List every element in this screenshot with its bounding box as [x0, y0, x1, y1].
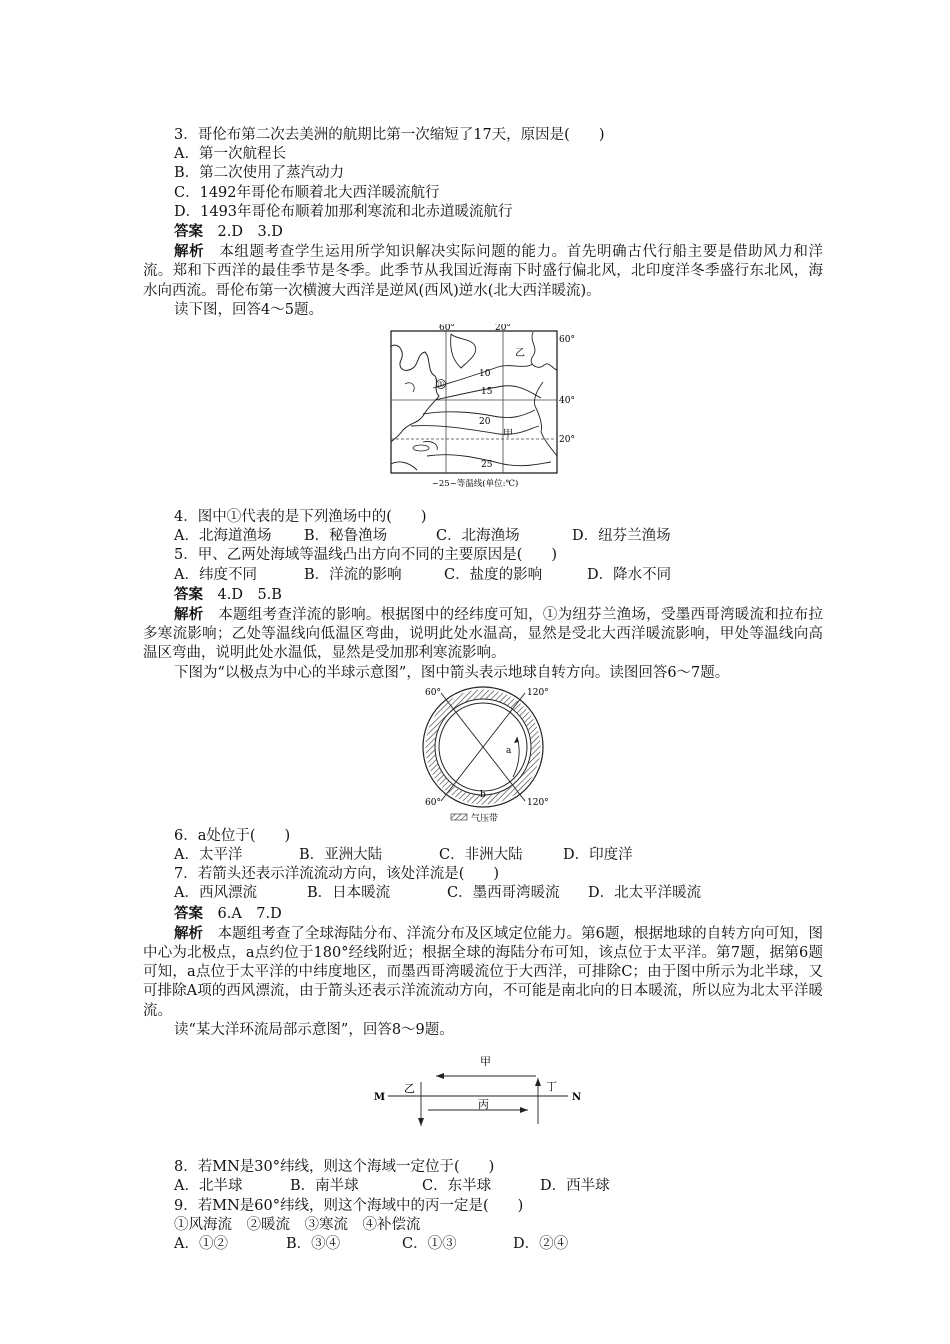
- answer-text: 2.D 3.D: [203, 224, 283, 241]
- label-60-bottom: 60°: [425, 797, 441, 808]
- isotherm-25-label: 25: [481, 460, 493, 471]
- q8-option-d: D．西半球: [540, 1178, 610, 1195]
- q9-option-c: C．①③: [402, 1235, 457, 1252]
- q9-option-b: B．③④: [286, 1235, 341, 1252]
- answer-text: 4.D 5.B: [203, 586, 282, 603]
- answer-label: 答案: [174, 585, 203, 603]
- q6-stem: 6．a处位于( ): [174, 827, 291, 844]
- point-b-label: b: [480, 789, 486, 800]
- current-jia-label: 甲: [480, 1055, 491, 1069]
- q3-option-a: A．第一次航程长: [174, 146, 286, 163]
- q8-stem: 8．若MN是30°纬线，则这个海域一定位于( ): [174, 1159, 495, 1176]
- current-bing-label: 丙: [478, 1098, 489, 1112]
- q7-option-d: D．北太平洋暖流: [588, 885, 702, 902]
- q3-option-d: D．1493年哥伦布顺着加那利寒流和北赤道暖流航行: [174, 203, 513, 220]
- circle-one-label: ①: [437, 380, 445, 390]
- q6-option-d: D．印度洋: [563, 847, 633, 864]
- q7-stem: 7．若箭头还表示洋流流动方向，该处洋流是( ): [174, 866, 500, 883]
- q4-stem: 4．图中①代表的是下列渔场中的( ): [174, 509, 427, 526]
- q8-option-a: A．北半球: [174, 1178, 243, 1195]
- answer-text: 6.A 7.D: [203, 905, 282, 922]
- q9-option-a: A．①②: [174, 1235, 228, 1252]
- q7-option-c: C．墨西哥湾暖流: [447, 885, 560, 902]
- q6-option-c: C．非洲大陆: [439, 847, 523, 864]
- explanation-6-7: [143, 924, 823, 1021]
- q4-options: [143, 527, 823, 546]
- label-60-top: 60°: [425, 687, 441, 698]
- document-page: [143, 126, 823, 1254]
- isotherm-map-figure: [383, 324, 583, 492]
- parallel-20-label: 20°: [559, 435, 575, 446]
- meridian-60-label: 60°: [439, 324, 455, 334]
- q5-option-b: B．洋流的影响: [304, 566, 402, 583]
- point-a-label: a: [506, 745, 512, 756]
- label-120-bottom: 120°: [527, 797, 549, 808]
- ocean-circulation-figure: [368, 1048, 598, 1138]
- read-instruction-4-5: 读下图，回答4～5题。: [174, 301, 323, 318]
- q7-options: [143, 884, 823, 903]
- explanation-text: 本题组考查了全球海陆分布、洋流分布及区域定位能力。第6题，根据地球的自转方向可知，图中心为北极点，a点约位于180°经线附近；根据全球的海陆分布可知，该点位于太平洋。第7题，据第6题可知，a点位于太平洋的中纬度地区，而墨西哥湾暖流位于大西洋，可排除C；由于图中所示为北半球，又可排除A项的西风漂流，由于箭头还表示洋流流动方向，不可能是南北向的日本暖流，所以应为北太平洋暖流。: [143, 925, 824, 1019]
- q5-option-a: A．纬度不同: [174, 566, 257, 583]
- place-yi-label: 乙: [515, 348, 525, 360]
- current-yi-label: 乙: [404, 1082, 415, 1096]
- q6-option-a: A．太平洋: [174, 847, 243, 864]
- q5-option-c: C．盐度的影响: [444, 566, 543, 583]
- q9-options: [143, 1235, 823, 1254]
- q3-option-b: B．第二次使用了蒸汽动力: [174, 165, 345, 182]
- ocean-circulation-diagram: [368, 1048, 598, 1138]
- explanation-text: 本题组考查洋流的影响。根据图中的经纬度可知，①为纽芬兰渔场，受墨西哥湾暖流和拉布拉多寒流影响；乙处等温线向低温区弯曲，说明此处水温高，显然是受北大西洋暖流影响，甲处等温线向高温区弯曲，说明此处水温低，显然是受加那利寒流影响。: [143, 607, 824, 662]
- map1-caption: ~25~等温线(单位:℃): [431, 479, 519, 490]
- answer-4-5: [143, 585, 823, 605]
- label-120-top: 120°: [527, 687, 549, 698]
- q4-option-b: B．秘鲁渔场: [304, 528, 388, 545]
- q8-options: [143, 1177, 823, 1196]
- isotherm-map: [383, 324, 583, 492]
- parallel-40-label: 40°: [559, 396, 575, 407]
- q9-stem: 9．若MN是60°纬线，则这个海域中的丙一定是( ): [174, 1197, 524, 1214]
- q9-option-d: D．②④: [513, 1235, 569, 1252]
- q3-option-c: C．1492年哥伦布顺着北大西洋暖流航行: [174, 184, 440, 201]
- q5-options: [143, 566, 823, 585]
- polar-hemisphere-figure: [403, 685, 563, 825]
- explanation-label: 解析: [174, 924, 204, 942]
- explanation-2-3: [143, 242, 823, 301]
- isotherm-20-label: 20: [479, 417, 491, 428]
- q9-items: ①风海流 ②暖流 ③寒流 ④补偿流: [174, 1216, 421, 1233]
- read-instruction-8-9: 读“某大洋环流局部示意图”，回答8～9题。: [174, 1021, 454, 1038]
- q4-option-d: D．纽芬兰渔场: [572, 528, 671, 545]
- current-ding-label: 丁: [546, 1080, 557, 1094]
- read-instruction-6-7: 下图为“以极点为中心的半球示意图”，图中箭头表示地球自转方向。读图回答6～7题。: [174, 664, 730, 681]
- q6-options: [143, 846, 823, 865]
- q7-option-a: A．西风漂流: [174, 885, 257, 902]
- answer-label: 答案: [174, 904, 203, 922]
- explanation-label: 解析: [174, 606, 204, 624]
- q5-stem: 5．甲、乙两处海域等温线凸出方向不同的主要原因是( ): [174, 547, 558, 564]
- q7-option-b: B．日本暖流: [307, 885, 391, 902]
- parallel-60-label: 60°: [559, 335, 575, 346]
- place-jia-label: 甲: [503, 429, 513, 441]
- q4-option-a: A．北海道渔场: [174, 528, 272, 545]
- q8-option-b: B．南半球: [290, 1178, 359, 1195]
- polar-hemisphere-diagram: [403, 685, 563, 825]
- point-m-label: M: [374, 1092, 386, 1104]
- answer-2-3: [143, 222, 823, 242]
- answer-label: 答案: [174, 223, 203, 241]
- isotherm-15-label: 15: [481, 387, 493, 398]
- q6-option-b: B．亚洲大陆: [299, 847, 383, 864]
- explanation-text: 本组题考查学生运用所学知识解决实际问题的能力。首先明确古代行船主要是借助风力和洋流。郑和下西洋的最佳季节是冬季。此季节从我国近海南下时盛行偏北风，北印度洋冬季盛行东北风，海水向西流。哥伦布第一次横渡大西洋是逆风(西风)逆水(北大西洋暖流)。: [143, 244, 824, 299]
- q8-option-c: C．东半球: [422, 1178, 492, 1195]
- q5-option-d: D．降水不同: [587, 566, 672, 583]
- meridian-20-label: 20°: [495, 324, 511, 334]
- explanation-4-5: [143, 605, 823, 664]
- q4-option-c: C．北海渔场: [436, 528, 520, 545]
- answer-6-7: [143, 904, 823, 924]
- legend-pressure-belt: 气压带: [471, 813, 499, 824]
- explanation-label: 解析: [174, 243, 205, 261]
- point-n-label: N: [572, 1092, 582, 1104]
- isotherm-10-label: 10: [479, 369, 491, 380]
- q3-stem: 3．哥伦布第二次去美洲的航期比第一次缩短了17天，原因是( ): [174, 127, 605, 143]
